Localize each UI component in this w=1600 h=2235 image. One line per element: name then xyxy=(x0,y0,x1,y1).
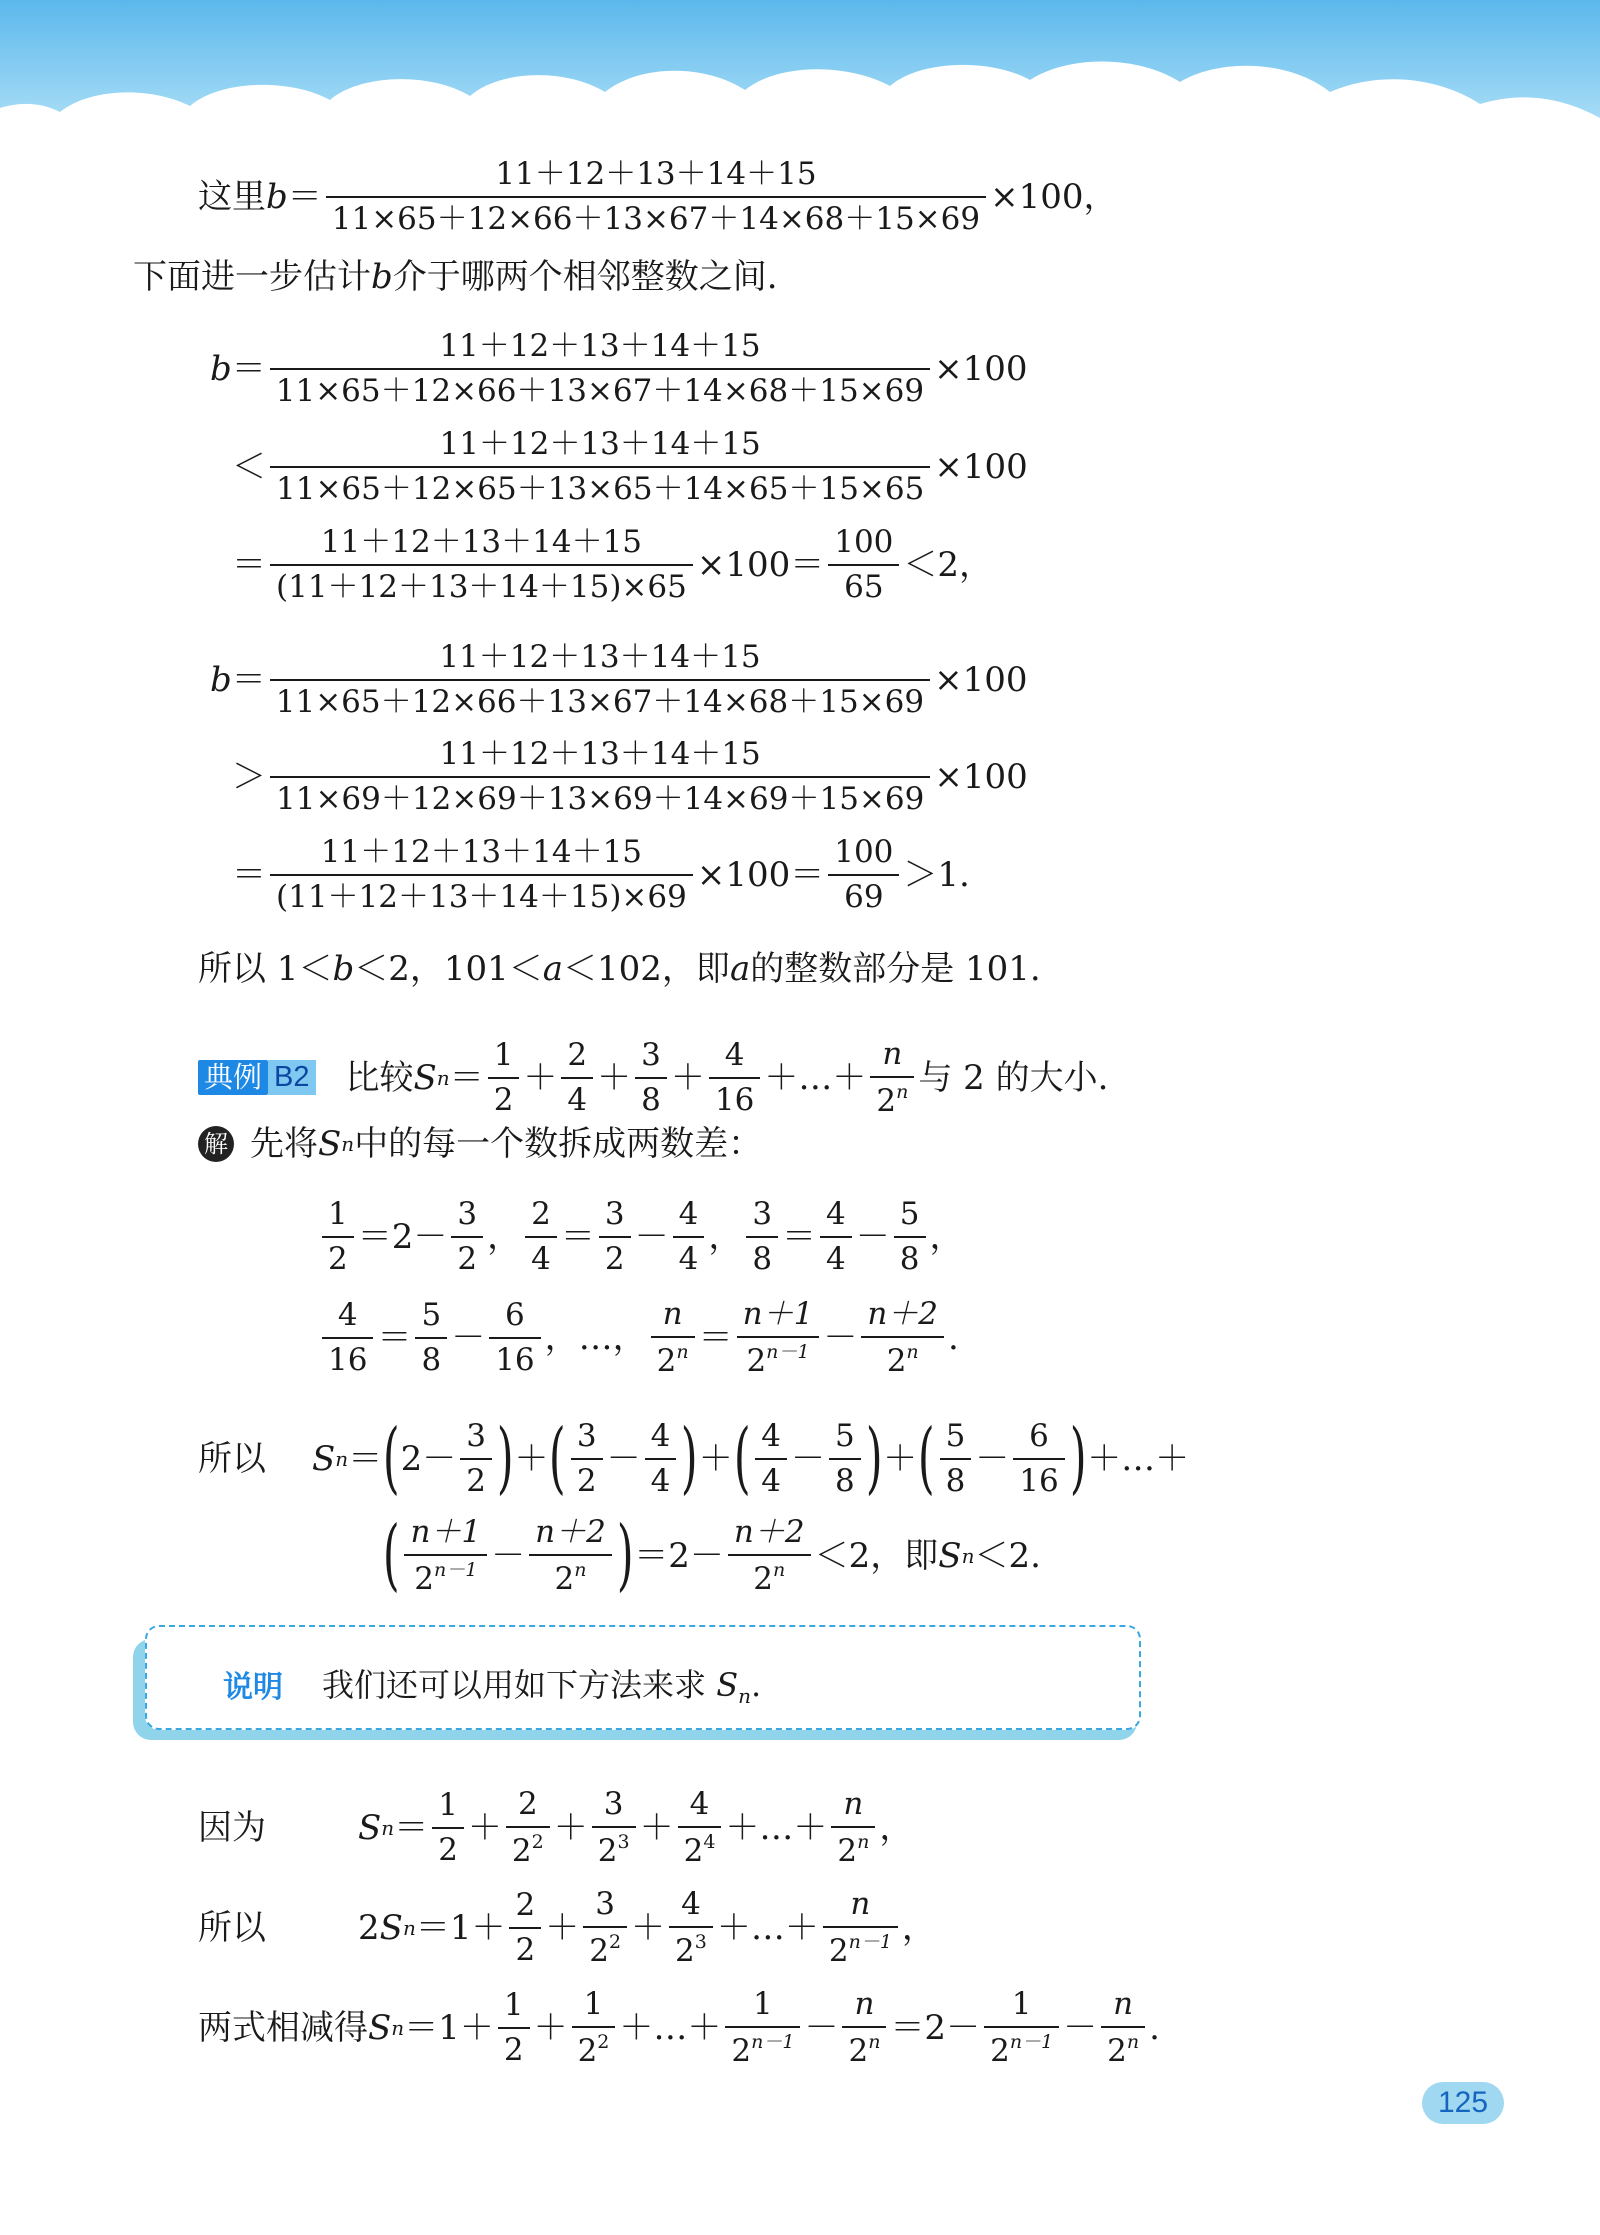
lower-bound-line-1: b ＝ $\frac{11+12+13+14+15}{11\times 65+12\times 66+13\times 67+14\times 68+15\times 69}$ ×100 xyxy=(210,639,1028,720)
upper-bound-line-1: b ＝ $\frac{11+12+13+14+15}{11\times 65+12\times 66+13\times 67+14\times 68+15\times 69}$ ×100 xyxy=(210,328,1028,409)
example-b2-statement: 典例 B2 比较 S n ＝ $\frac{1}{2}$ ＋ $\frac{2}{4}$ ＋ $\frac{3}{8}$ ＋ $\frac{4}{16}$ ＋…＋ $\frac{n}{2^n}$ 与 2 的大小. xyxy=(198,1038,1108,1117)
split-line-1: $\frac{1}{2}$ ＝2－ $\frac{3}{2}$ ， $\frac{2}{4}$ ＝ $\frac{3}{2}$ － $\frac{4}{4}$ ， $\frac{3}{8}$ ＝ $\frac{4}{4}$ － $\frac{5}{8}$ ， xyxy=(318,1198,964,1275)
note-callout xyxy=(133,1625,1141,1740)
fraction: $\frac{11+12+13+14+15}{11\times 69+12\times 69+13\times 69+14\times 69+15\times 69}$ xyxy=(270,738,930,815)
because-line: 因为 S n ＝ $\frac{1}{2}$ ＋ $\frac{2}{2^2}$ ＋ $\frac{3}{2^3}$ ＋ $\frac{4}{2^4}$ ＋…＋ $\frac{n}{2^n}$ ， xyxy=(198,1786,914,1869)
sum-line-2: ( $\frac{n+1}{2^{n-1}}$ － $\frac{n+2}{2^n}$ ) ＝2－ $\frac{n+2}{2^n}$ ＜2，即 S n ＜2. xyxy=(382,1510,1041,1601)
fraction: $\frac{11+12+13+14+15}{(11+12+13+14+15)\times 69}$ xyxy=(270,836,693,913)
note-title: 说明 xyxy=(223,1670,283,1705)
example-badge: 典例 B2 xyxy=(198,1060,316,1095)
fraction: $\frac{11+12+13+14+15}{11\times 65+12\times 65+13\times 65+14\times 65+15\times 65}$ xyxy=(270,428,930,505)
fraction: $\frac{100}{69}$ xyxy=(828,836,899,913)
note-text: 我们还可以用如下方法来求 $S_n$. xyxy=(322,1666,762,1708)
lower-bound-line-3: ＝ $\frac{11+12+13+14+15}{(11+12+13+14+15)\times 69}$ ×100＝ $\frac{100}{69}$ ＞1. xyxy=(232,834,970,915)
fraction: $\frac{11+12+13+14+15}{11\times 65+12\times 66+13\times 67+14\times 68+15\times 69}$ xyxy=(326,158,986,235)
fraction: $\frac{11+12+13+14+15}{11\times 65+12\times 66+13\times 67+14\times 68+15\times 69}$ xyxy=(270,641,930,718)
fraction: $\frac{11+12+13+14+15}{11\times 65+12\times 66+13\times 67+14\times 68+15\times 69}$ xyxy=(270,330,930,407)
estimate-sentence: 下面进一步估计 b 介于哪两个相邻整数之间. xyxy=(133,257,778,297)
split-line-2: $\frac{4}{16}$ ＝ $\frac{5}{8}$ － $\frac{6}{16}$ ，…， $\frac{n}{2^n}$ ＝ $\frac{n+1}{2^{n-1}}$ － $\frac{n+2}{2^n}$ . xyxy=(318,1298,959,1377)
equation-b-definition: 这里 b ＝ $\frac{11+12+13+14+15}{11\times 65+12\times 66+13\times 67+14\times 68+15\times 69}$ ×100， xyxy=(198,156,1118,237)
upper-bound-line-3: ＝ $\frac{11+12+13+14+15}{(11+12+13+14+15)\times 65}$ ×100＝ $\frac{100}{65}$ ＜2， xyxy=(232,524,994,605)
upper-bound-line-2: ＜ $\frac{11+12+13+14+15}{11\times 65+12\times 65+13\times 65+14\times 65+15\times 65}$ ×100 xyxy=(232,426,1028,507)
subtract-line: 两式相减得 S n ＝1＋ $\frac{1}{2}$ ＋ $\frac{1}{2^2}$ ＋…＋ $\frac{1}{2^{n-1}}$ － $\frac{n}{2^n}$ ＝2－ $\frac{1}{2^{n-1}}$ － $\frac{n}{2^n}$ . xyxy=(198,1986,1160,2069)
note-callout-frame xyxy=(145,1625,1141,1730)
fraction: $\frac{11+12+13+14+15}{(11+12+13+14+15)\times 65}$ xyxy=(270,526,693,603)
header-cloud-band xyxy=(0,0,1600,140)
conclusion-line: 所以 1＜ b ＜2，101＜ a ＜102，即 a 的整数部分是 101. xyxy=(198,949,1041,989)
page-number: 125 xyxy=(1422,2082,1504,2124)
solution-intro: 解 先将 S n 中的每一个数拆成两数差： xyxy=(198,1126,762,1162)
lower-bound-line-2: ＞ $\frac{11+12+13+14+15}{11\times 69+12\times 69+13\times 69+14\times 69+15\times 69}$ ×100 xyxy=(232,736,1028,817)
fraction: $\frac{100}{65}$ xyxy=(828,526,899,603)
therefore-line: 所以 2 S n ＝1＋ $\frac{2}{2}$ ＋ $\frac{3}{2^2}$ ＋ $\frac{4}{2^3}$ ＋…＋ $\frac{n}{2^{n-1}}$ ， xyxy=(198,1886,936,1969)
sum-line-1: 所以 S n ＝ ( 2－ $\frac{3}{2}$ ) ＋ ( $\frac{3}{2}$ － $\frac{4}{4}$ ) ＋ ( $\frac{4}{4}$ － $\frac{5}{8}$ ) ＋ ( $\frac{5}{8}$ － $\frac{6}{16}$ ) ＋…＋ xyxy=(198,1413,1190,1504)
solution-icon: 解 xyxy=(198,1126,234,1162)
